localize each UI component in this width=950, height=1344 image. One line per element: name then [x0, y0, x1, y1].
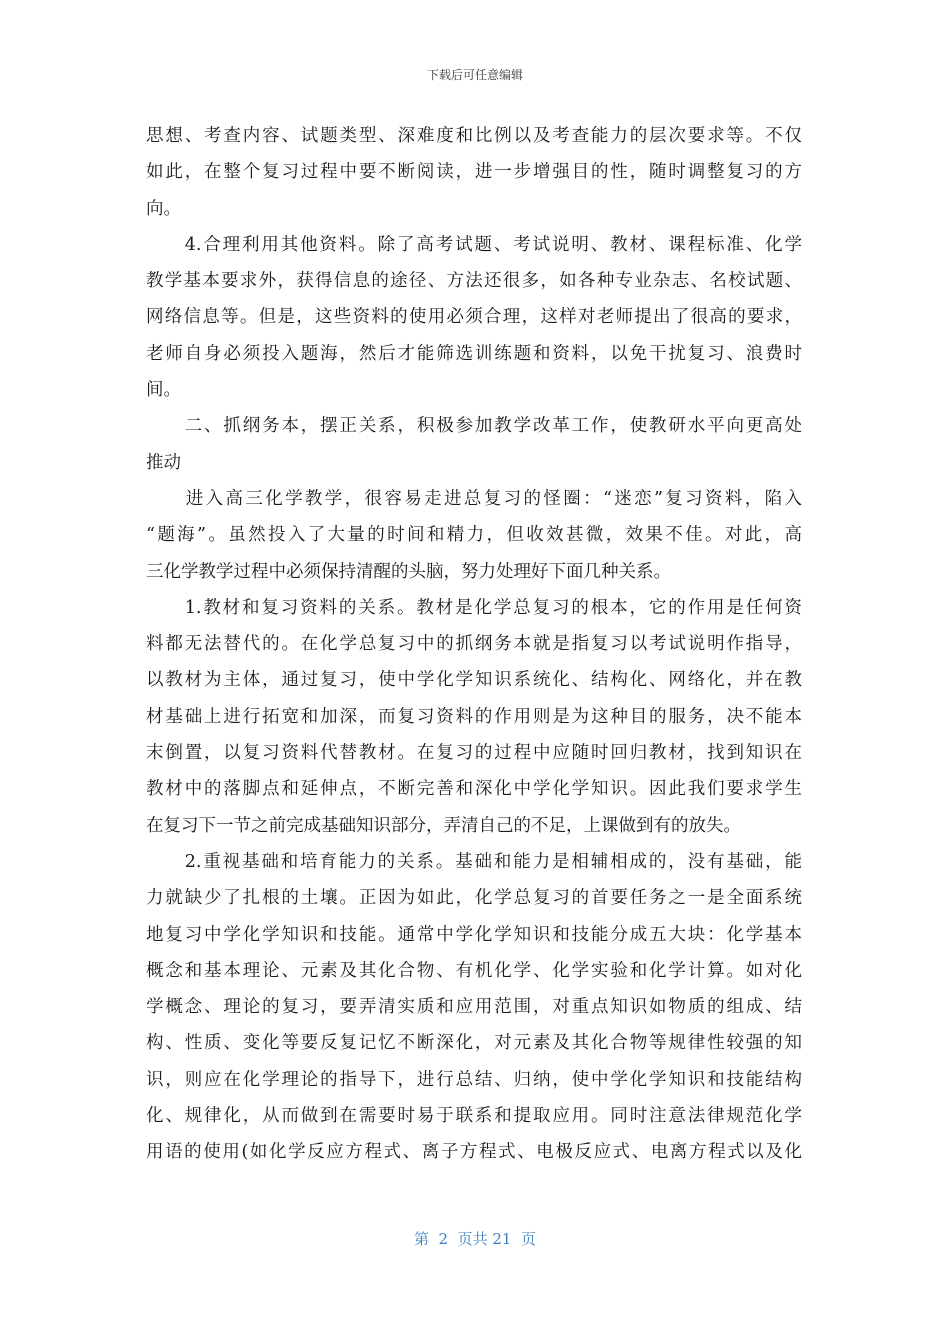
text-line: 地复习中学化学知识和技能。通常中学化学知识和技能分成五大块：化学基本	[146, 924, 802, 945]
text-line: 材基础上进行拓宽和加深，而复习资料的作用则是为这种目的服务，决不能本	[146, 706, 802, 727]
section-heading: 推动	[146, 452, 181, 473]
text-line: 用语的使用(如化学反应方程式、离子方程式、电极反应式、电离方程式以及化	[146, 1142, 802, 1163]
text-line: 老师自身必须投入题海，然后才能筛选训练题和资料，以免干扰复习、浪费时	[146, 343, 802, 364]
text-line: 末倒置，以复习资料代替教材。在复习的过程中应随时回归教材，找到知识在	[146, 743, 802, 764]
text-line: 间。	[146, 380, 181, 401]
text-line: 网络信息等。但是，这些资料的使用必须合理，这样对老师提出了很高的要求，	[146, 307, 802, 328]
text-line: 思想、考查内容、试题类型、深难度和比例以及考查能力的层次要求等。不仅	[146, 126, 802, 146]
document-body	[146, 118, 802, 1171]
text-line: 学概念、理论的复习，要弄清实质和应用范围，对重点知识如物质的组成、结	[146, 997, 802, 1018]
text-line: 2.重视基础和培育能力的关系。基础和能力是相辅相成的，没有基础，能	[146, 851, 802, 872]
text-line: 识，则应在化学理论的指导下，进行总结、归纳，使中学化学知识和技能结构	[146, 1069, 802, 1090]
text-line: 教材中的落脚点和延伸点，不断完善和深化中学化学知识。因此我们要求学生	[146, 779, 802, 800]
text-line: 三化学教学过程中必须保持清醒的头脑，努力处理好下面几种关系。	[146, 561, 671, 582]
text-line: 1.教材和复习资料的关系。教材是化学总复习的根本，它的作用是任何资	[146, 597, 802, 618]
text-line: 4.合理利用其他资料。除了高考试题、考试说明、教材、课程标准、化学	[146, 234, 802, 255]
page-number-footer: 第 2 页共 21 页	[413, 1230, 536, 1248]
text-line: 概念和基本理论、元素及其化合物、有机化学、化学实验和化学计算。如对化	[146, 960, 802, 981]
page-header: 下载后可任意编辑	[426, 68, 523, 82]
text-line: 化、规律化，从而做到在需要时易于联系和提取应用。同时注意法律规范化学	[146, 1106, 802, 1127]
section-heading: 二、抓纲务本，摆正关系，积极参加教学改革工作，使教研水平向更高处	[146, 416, 802, 437]
text-line: 进入高三化学教学，很容易走进总复习的怪圈：“迷恋”复习资料，陷入	[146, 488, 802, 509]
text-line: 料都无法替代的。在化学总复习中的抓纲务本就是指复习以考试说明作指导，	[146, 634, 802, 655]
text-line: 力就缺少了扎根的土壤。正因为如此，化学总复习的首要任务之一是全面系统	[146, 888, 802, 909]
text-line: 教学基本要求外，获得信息的途径、方法还很多，如各种专业杂志、名校试题、	[146, 271, 802, 292]
text-line: 如此，在整个复习过程中要不断阅读，进一步增强目的性，随时调整复习的方	[146, 162, 802, 183]
text-line: 向。	[146, 198, 181, 219]
text-line: 在复习下一节之前完成基础知识部分，弄清自己的不足，上课做到有的放失。	[146, 815, 741, 836]
text-line: 以教材为主体，通过复习，使中学化学知识系统化、结构化、网络化，并在教	[146, 670, 802, 691]
text-line: “题海”。虽然投入了大量的时间和精力，但收效甚微，效果不佳。对此，高	[146, 525, 802, 546]
text-line: 构、性质、变化等要反复记忆不断深化，对元素及其化合物等规律性较强的知	[146, 1033, 802, 1054]
